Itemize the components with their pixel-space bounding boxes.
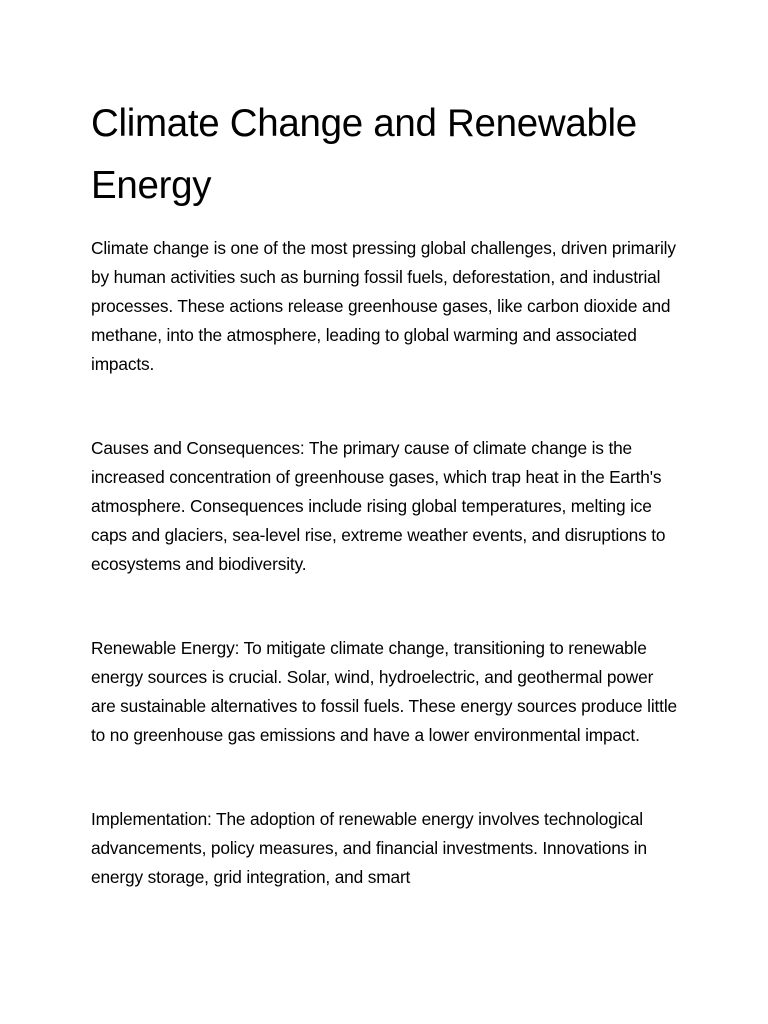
document-title: Climate Change and Renewable Energy	[91, 102, 637, 207]
renewable-energy-paragraph: Renewable Energy: To mitigate climate change, transitioning to renewable energy sources is crucial. Solar, wind, hydroelectric, and geothermal power are sustainable alternatives to fossil fuels. These energy sources produce little to no greenhouse gas emissions and have a lower environmental impact.	[91, 638, 677, 745]
intro-paragraph: Climate change is one of the most pressing global challenges, driven primarily by human activities such as burning fossil fuels, deforestation, and industrial processes. These actions release greenhouse gases, like carbon dioxide and methane, into the atmosphere, leading to global warming and associated impacts.	[91, 238, 676, 374]
implementation-paragraph: Implementation: The adoption of renewable energy involves technological advancements, policy measures, and financial investments. Innovations in energy storage, grid integration, and smart	[91, 809, 647, 887]
causes-paragraph: Causes and Consequences: The primary cause of climate change is the increased concentration of greenhouse gases, which trap heat in the Earth's atmosphere. Consequences include rising global temperatures, melting ice caps and glaciers, sea-level rise, extreme weather events, and disruptions to ecosystems and biodiversity.	[91, 438, 666, 574]
